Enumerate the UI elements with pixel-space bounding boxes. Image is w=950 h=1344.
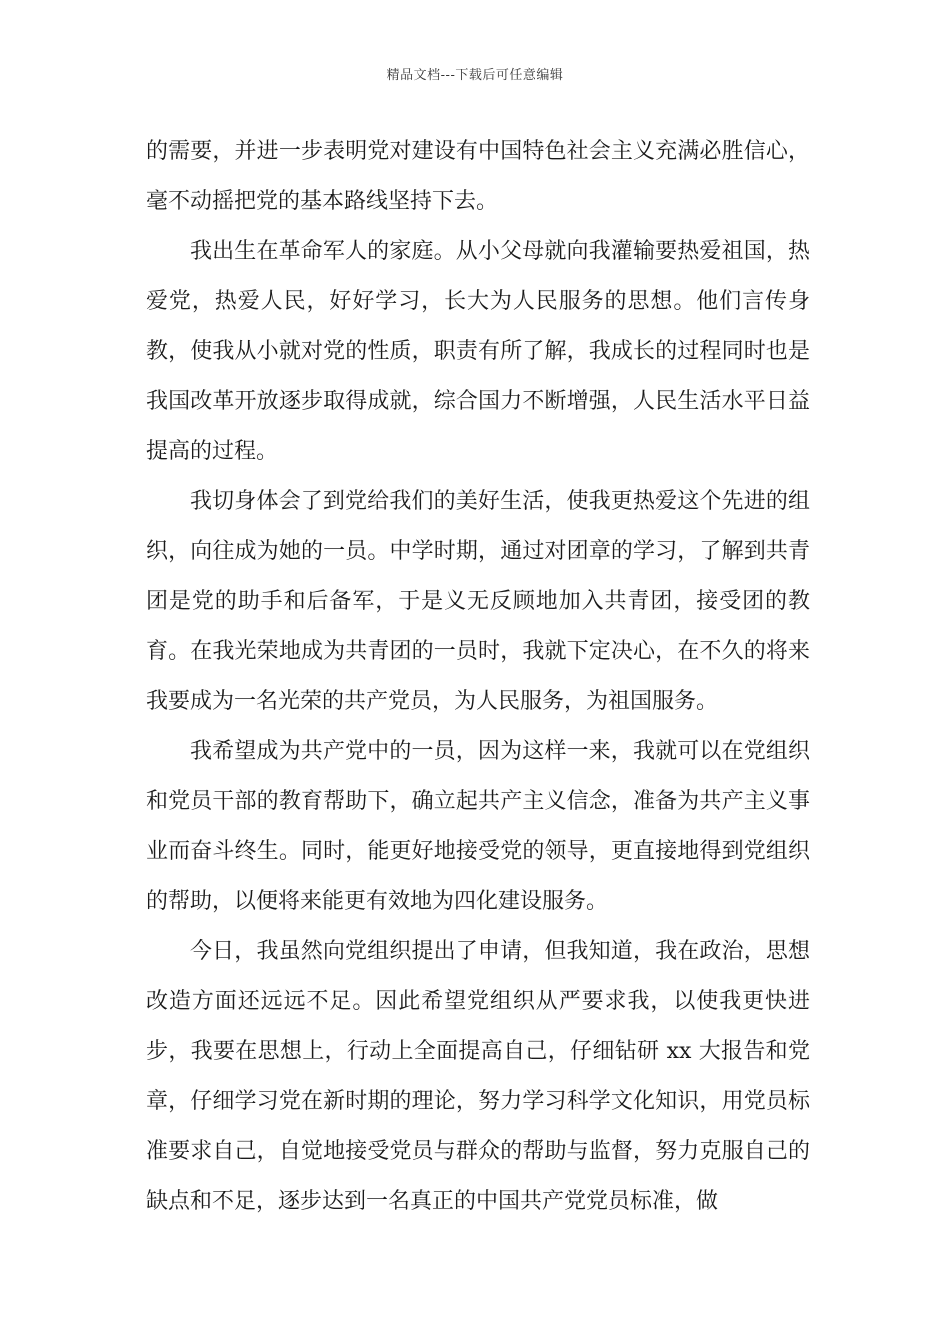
paragraph-4: 我希望成为共产党中的一员，因为这样一来，我就可以在党组织和党员干部的教育帮助下，确立起共产主义信念，准备为共产主义事业而奋斗终生。同时，能更好地接受党的领导，更直接地得到党组织的帮助，以便将来能更有效地为四化建设服务。 [146, 739, 810, 914]
document-body [146, 127, 810, 1227]
paragraph-2: 我出生在革命军人的家庭。从小父母就向我灌输要热爱祖国，热爱党，热爱人民，好好学习，长大为人民服务的思想。他们言传身教，使我从小就对党的性质，职责有所了解，我成长的过程同时也是我国改革开放逐步取得成就，综合国力不断增强，人民生活水平日益提高的过程。 [146, 239, 810, 464]
paragraph-1: 的需要，并进一步表明党对建设有中国特色社会主义充满必胜信心，毫不动摇把党的基本路线坚持下去。 [146, 139, 810, 214]
paragraph-5: 今日，我虽然向党组织提出了申请，但我知道，我在政治，思想改造方面还远远不足。因此希望党组织从严要求我，以使我更快进步，我要在思想上，行动上全面提高自己，仔细钻研 xx 大报告和党章，仔细学习党在新时期的理论，努力学习科学文化知识，用党员标准要求自己，自觉地接受党员与群众的帮助与监督，努力克服自己的缺点和不足，逐步达到一名真正的中国共产党党员标准，做 [146, 939, 810, 1214]
paragraph-3: 我切身体会了到党给我们的美好生活，使我更热爱这个先进的组织，向往成为她的一员。中学时期，通过对团章的学习，了解到共青团是党的助手和后备军，于是义无反顾地加入共青团，接受团的教育。在我光荣地成为共青团的一员时，我就下定决心，在不久的将来我要成为一名光荣的共产党员，为人民服务，为祖国服务。 [146, 489, 810, 714]
page-header: 精品文档---下载后可任意编辑 [386, 68, 564, 83]
